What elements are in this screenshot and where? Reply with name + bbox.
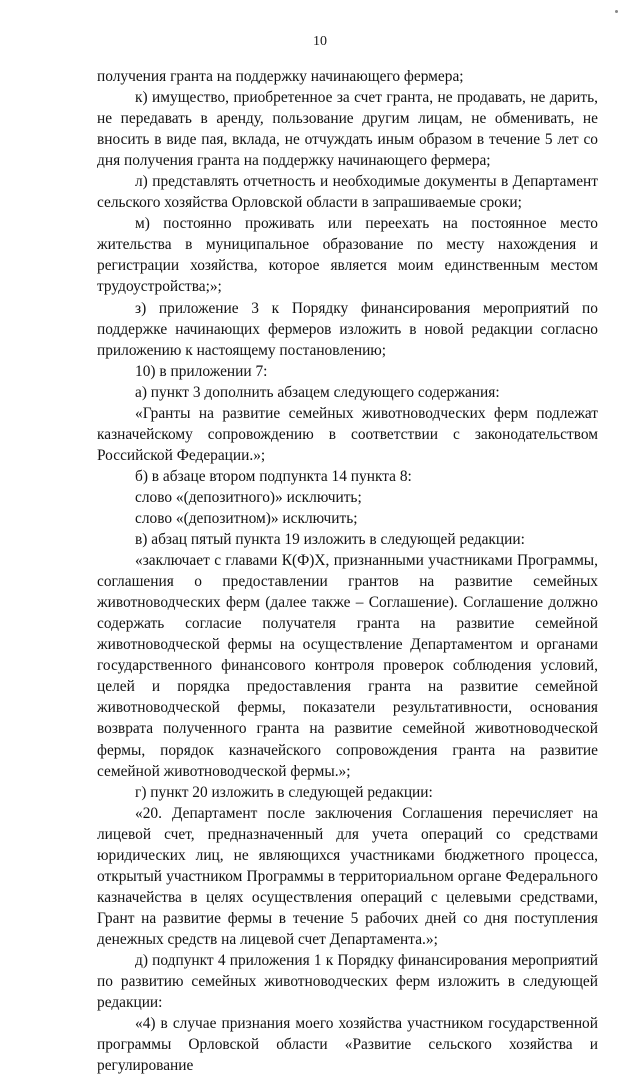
document-body xyxy=(97,66,598,1076)
paragraph: «4) в случае признания моего хозяйства участником государственной программы Орловской области «Развитие сельского хозяйства и регулирование xyxy=(97,1015,598,1075)
paragraph: получения гранта на поддержку начинающего фермера; xyxy=(97,68,464,85)
paragraph: слово «(депозитного)» исключить; xyxy=(135,488,362,506)
paragraph: б) в абзаце втором подпункта 14 пункта 8: xyxy=(135,467,412,485)
paragraph: л) представлять отчетность и необходимые документы в Департамент сельского хозяйства Орловской области в запрашиваемые сроки; xyxy=(97,173,598,212)
paragraph: «20. Департамент после заключения Соглашения перечисляет на лицевой счет, предназначенный для учета операций со средствами юридических лиц, не являющихся участниками бюджетного процесса, открытый участником Программы в территориальном органе Федерального казначейства в целях осуществления операций с целевыми средствами, Грант на развитие фермы в течение 5 рабочих дней со дня поступления денежных средств на лицевой счет Департамента.»; xyxy=(97,804,598,948)
paragraph: «заключает с главами К(Ф)Х, признанными участниками Программы, соглашения о предоставлении грантов на развитие семейных животноводческих ферм (далее также – Соглашение). Соглашение должно содержать согласие получателя гранта на развитие семейной животноводческой фермы на осуществление Департаментом и органами государственного финансового контроля проверок соблюдения условий, целей и порядка предоставления гранта на развитие семейной животноводческой фермы, показатели результативности, основания возврата полученного гранта на развитие семейной животноводческой фермы, порядок казначейского сопровождения гранта на развитие семейной животноводческой фермы.»; xyxy=(97,552,598,780)
paragraph: д) подпункт 4 приложения 1 к Порядку финансирования мероприятий по развитию семейных животноводческих ферм изложить в следующей редакции: xyxy=(97,951,598,1012)
paragraph: к) имущество, приобретенное за счет гранта, не продавать, не дарить, не передавать в аренду, пользование другим лицам, не обменивать, не вносить в виде пая, вклада, не отчуждать иным образом в течение 5 лет со дня получения гранта на поддержку начинающего фермера; xyxy=(97,89,598,170)
paragraph: а) пункт 3 дополнить абзацем следующего содержания: xyxy=(135,383,500,401)
paragraph: 10) в приложении 7: xyxy=(135,362,268,380)
paragraph: г) пункт 20 изложить в следующей редакции: xyxy=(135,783,433,801)
paragraph: в) абзац пятый пункта 19 изложить в следующей редакции: xyxy=(135,531,525,549)
paragraph: з) приложение 3 к Порядку финансирования мероприятий по поддержке начинающих фермеров изложить в новой редакции согласно приложению к настоящему постановлению; xyxy=(97,299,598,359)
paragraph: слово «(депозитном)» исключить; xyxy=(135,509,358,527)
paragraph: «Гранты на развитие семейных животноводческих ферм подлежат казначейскому сопровождению в соответствии с законодательством Российской Федерации.»; xyxy=(97,404,598,464)
scan-dot-mark xyxy=(615,10,618,13)
paragraph: м) постоянно проживать или переехать на постоянное место жительства в муниципальное образование по месту нахождения и регистрации хозяйства, которое является моим единственным местом трудоустройства;»; xyxy=(97,215,598,296)
page-number: 10 xyxy=(313,34,327,49)
